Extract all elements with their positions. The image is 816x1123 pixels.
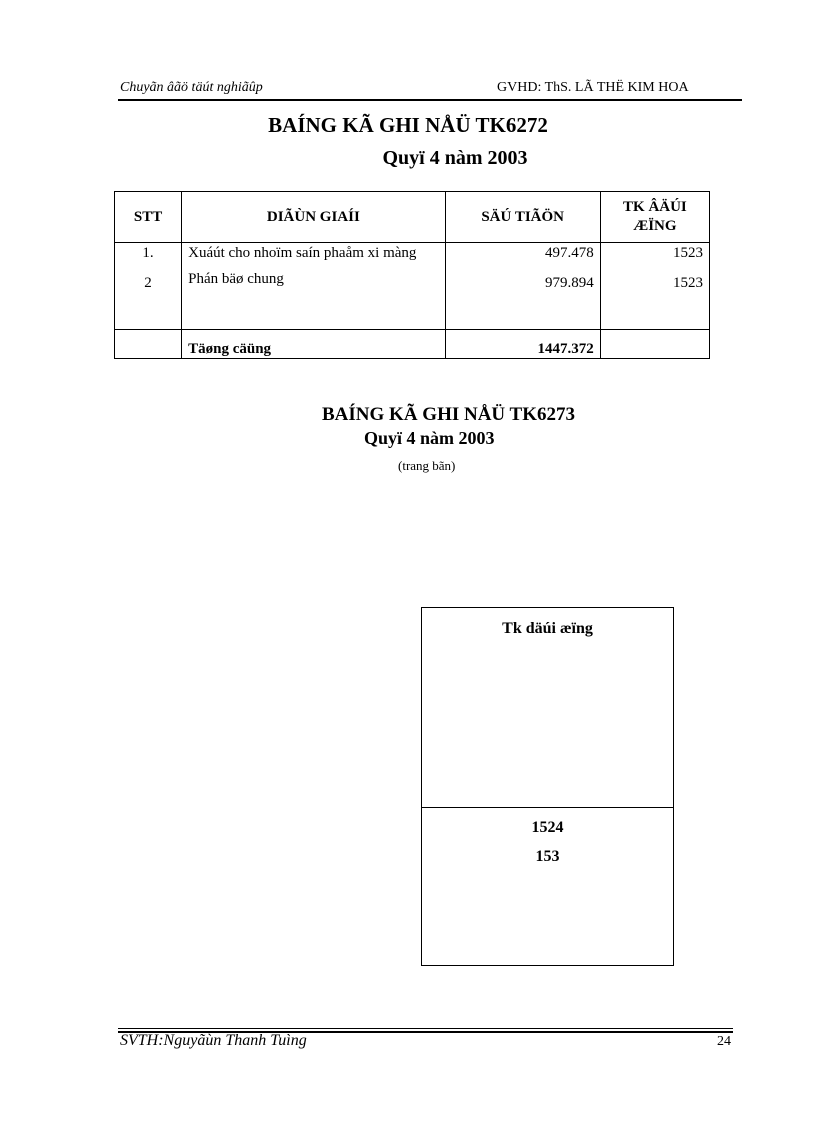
header-account: TK ÂÄÚI ÆÏNG	[600, 192, 709, 243]
total-label: Täøng cäüng	[182, 330, 445, 359]
section1-title: BAÍNG KÃ GHI NÅÜ TK6272	[268, 113, 548, 137]
footer-rule	[118, 1028, 733, 1029]
row2-amount: 979.894	[545, 275, 594, 291]
account-cell	[600, 243, 709, 330]
row1-account: 1523	[673, 245, 703, 261]
running-header-right: GVHD: ThS. LÃ THË KIM HOA	[497, 80, 689, 95]
table-header-row	[115, 192, 710, 243]
row1-amount: 497.478	[545, 245, 594, 261]
total-account-empty	[600, 330, 709, 359]
t-account-value: 153	[535, 848, 560, 865]
running-header-left: Chuyãn âãö täút nghiãûp	[120, 80, 263, 95]
table-total-row	[115, 330, 710, 359]
stt-cell	[115, 243, 182, 330]
row2-account: 1523	[673, 275, 703, 291]
row2-description: Phán bäø chung	[188, 271, 284, 287]
row2-stt: 2	[144, 275, 152, 291]
t-account-header: Tk däúi æïng	[502, 620, 593, 637]
section1-subtitle: Quyï 4 nàm 2003	[382, 147, 528, 169]
amount-cell	[445, 243, 600, 330]
total-stt-empty	[115, 330, 182, 359]
header-rule	[118, 99, 742, 101]
header-amount: SÄÚ TIÃÖN	[445, 192, 600, 243]
header-stt: STT	[115, 192, 182, 243]
t-account-divider	[422, 807, 673, 808]
page-number: 24	[717, 1034, 731, 1049]
header-description: DIÃÙN GIAÍI	[182, 192, 445, 243]
row1-stt: 1.	[142, 245, 154, 261]
ledger-table-tk6272	[114, 191, 710, 359]
table-row	[115, 243, 710, 330]
footer-author: SVTH:Nguyãùn Thanh Tuìng	[120, 1032, 307, 1049]
description-cell	[182, 243, 445, 330]
t-account-box	[421, 607, 674, 966]
t-account-value: 1524	[531, 819, 564, 836]
section2-title: BAÍNG KÃ GHI NÅÜ TK6273	[322, 404, 576, 425]
section2-note: (trang bãn)	[398, 458, 456, 473]
section2-subtitle: Quyï 4 nàm 2003	[364, 428, 495, 448]
total-amount: 1447.372	[445, 330, 600, 359]
row1-description: Xuáút cho nhoïm saín phaåm xi màng	[188, 245, 417, 261]
